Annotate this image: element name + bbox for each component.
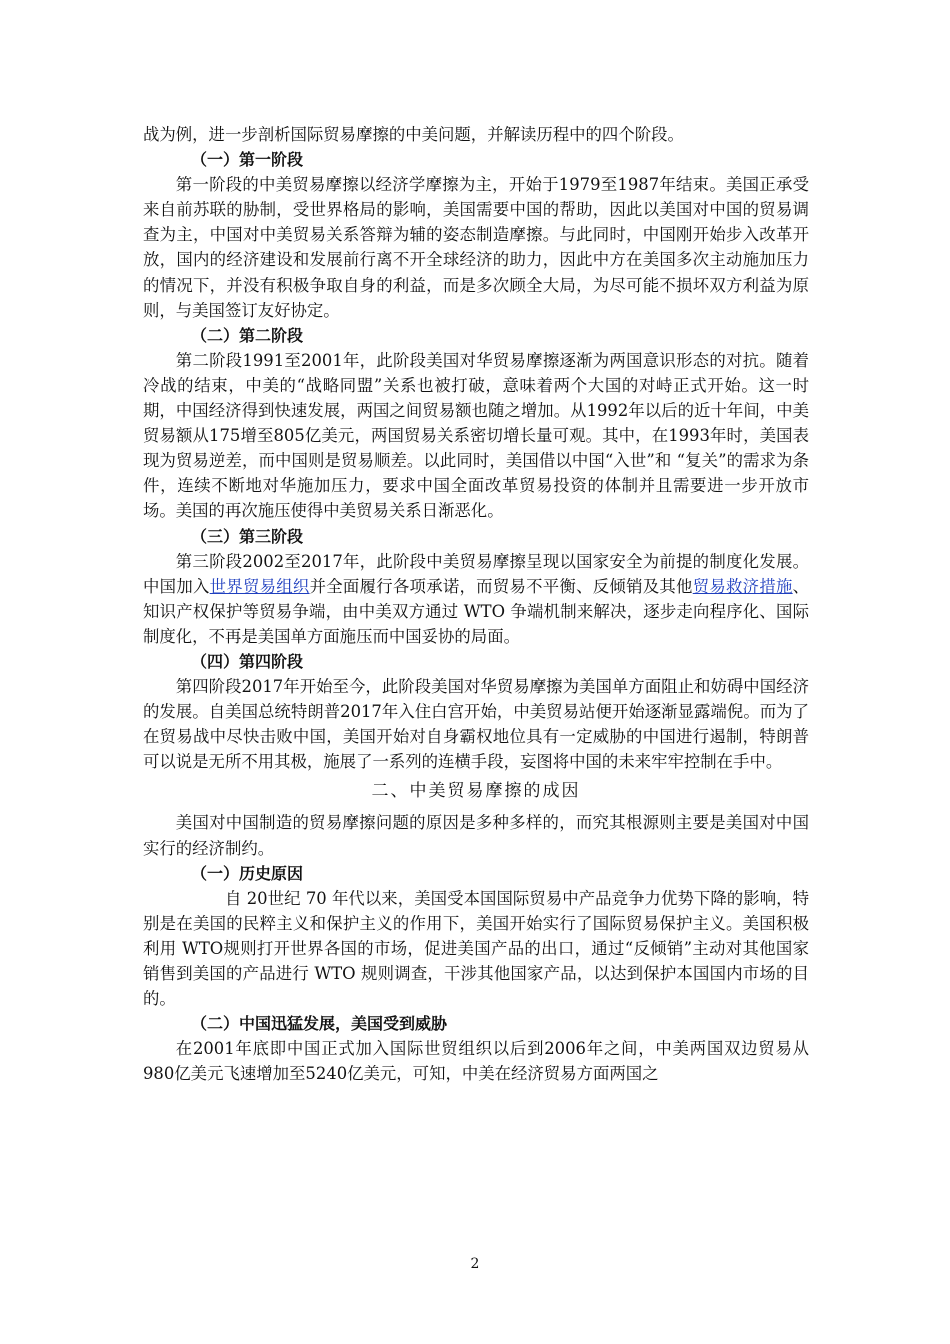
trade-remedy-link[interactable]: 贸易救济措施 — [692, 576, 793, 596]
stage3-text-part1: 第三阶段2002至2017年，此阶段中美贸易摩擦呈现以国家安全为前提的制度化发展。中国加入 — [143, 551, 809, 596]
document-body — [143, 122, 809, 1086]
wto-link[interactable]: 世界贸易组织 — [209, 576, 310, 596]
section2-intro: 美国对中国制造的贸易摩擦问题的原因是多种多样的，而究其根源则主要是美国对中国实行的经济制约。 — [143, 813, 809, 858]
cause2-paragraph: 在2001年底即中国正式加入国际世贸组织以后到2006年之间，中美两国双边贸易从980亿美元飞速增加至5240亿美元，可知，中美在经济贸易方面两国之 — [143, 1039, 809, 1084]
stage3-heading: （三）第三阶段 — [191, 526, 304, 546]
stage3-text-part2: 并全面履行各项承诺，而贸易不平衡、反倾销及其他 — [309, 576, 693, 596]
stage4-heading: （四）第四阶段 — [191, 651, 304, 671]
cause1-paragraph: 自 20世纪 70 年代以来，美国受本国国际贸易中产品竞争力优势下降的影响，特别是在美国的民粹主义和保护主义的作用下，美国开始实行了国际贸易保护主义。美国积极利用 WTO规则打开世界各国的市场，促进美国产品的出口，通过“反倾销”主动对其他国家销售到美国的产品进行 WTO 规则调查，干涉其他国家产品，以达到保护本国国内市场的目的。 — [143, 888, 809, 1009]
stage1-heading: （一）第一阶段 — [191, 150, 304, 170]
stage3-text-part3: 、知识产权保护等贸易争端，由中美双方通过 WTO 争端机制来解决，逐步走向程序化、国际制度化，不再是美国单方面施压而中国妥协的局面。 — [143, 576, 810, 646]
section2-title: 二、中美贸易摩擦的成因 — [371, 781, 581, 802]
cause1-heading: （一）历史原因 — [191, 863, 304, 883]
stage3-paragraph — [143, 549, 809, 649]
stage1-paragraph: 第一阶段的中美贸易摩擦以经济学摩擦为主，开始于1979至1987年结束。美国正承受来自前苏联的胁制，受世界格局的影响，美国需要中国的帮助，因此以美国对中国的贸易调查为主，中国对中美贸易关系答辩为辅的姿态制造摩擦。与此同时，中国刚开始步入改革开放，国内的经济建设和发展前行离不开全球经济的助力，因此中方在美国多次主动施加压力的情况下，并没有积极争取自身的利益，而是多次顾全大局，为尽可能不损坏双方利益为原则，与美国签订友好协定。 — [143, 175, 809, 320]
page-number: 2 — [470, 1256, 480, 1272]
stage4-paragraph: 第四阶段2017年开始至今，此阶段美国对华贸易摩擦为美国单方面阻止和妨碍中国经济的发展。自美国总统特朗普2017年入住白宫开始，中美贸易站便开始逐渐显露端倪。而为了在贸易战中尽快击败中国，美国开始对自身霸权地位具有一定威胁的中国进行遏制，特朗普可以说是无所不用其极，施展了一系列的连横手段，妄图将中国的未来牢牢控制在手中。 — [143, 677, 809, 772]
stage2-heading: （二）第二阶段 — [191, 325, 304, 345]
cause2-heading: （二）中国迅猛发展，美国受到威胁 — [191, 1014, 448, 1034]
intro-paragraph: 战为例，进一步剖析国际贸易摩擦的中美问题，并解读历程中的四个阶段。 — [143, 125, 684, 144]
stage2-paragraph: 第二阶段1991至2001年，此阶段美国对华贸易摩擦逐渐为两国意识形态的对抗。随着冷战的结束，中美的“战略同盟”关系也被打破，意味着两个大国的对峙正式开始。这一时期，中国经济得到快速发展，两国之间贸易额也随之增加。从1992年以后的近十年间，中美贸易额从175增至805亿美元，两国贸易关系密切增长量可观。其中，在1993年时，美国表现为贸易逆差，而中国则是贸易顺差。以此同时，美国借以中国“入世”和 “复关”的需求为条件，连续不断地对华施加压力，要求中国全面改革贸易投资的体制并且需要进一步开放市场。美国的再次施压使得中美贸易关系日渐恶化。 — [143, 350, 809, 521]
